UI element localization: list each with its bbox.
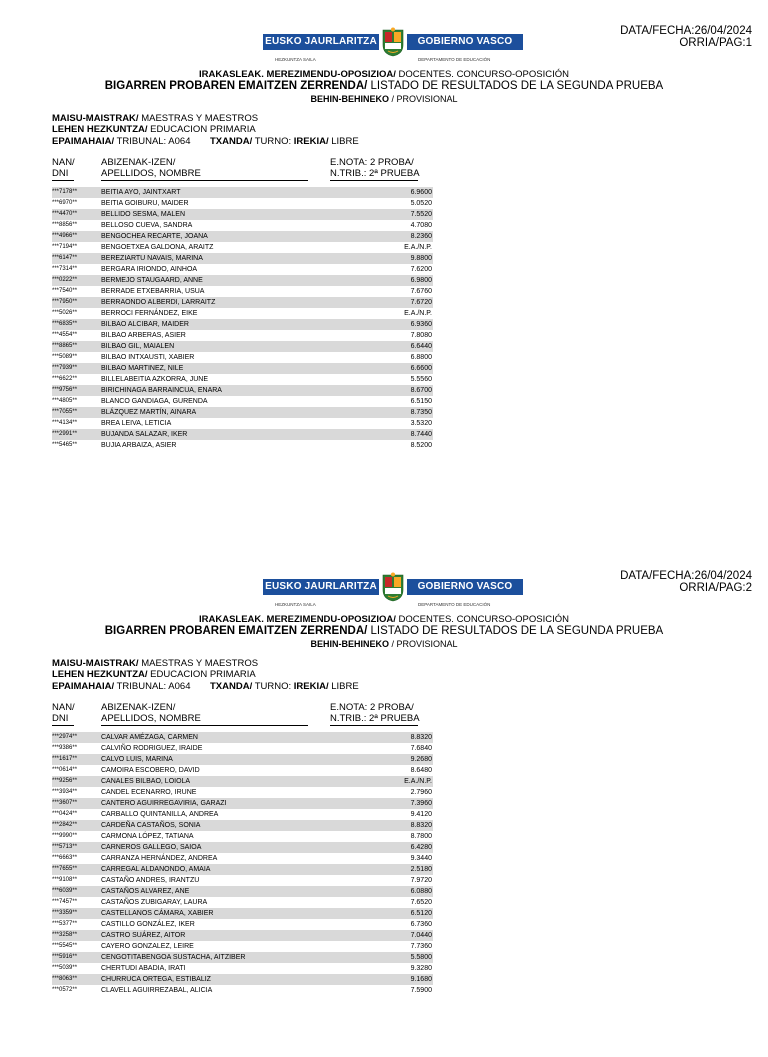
candidate-score: 7.6760: [410, 288, 432, 295]
table-row: [52, 809, 433, 820]
candidate-score: 6.9600: [410, 189, 432, 196]
candidate-dni: ***5713**: [52, 844, 78, 850]
column-header-name: [101, 157, 201, 179]
divider: [101, 180, 308, 181]
meta-specialty-rest: MAESTRAS Y MAESTROS: [138, 113, 259, 124]
candidate-name: CASTILLO GONZÁLEZ, IKER: [101, 921, 195, 928]
heading-status-rest: / PROVISIONAL: [388, 94, 458, 104]
candidate-name: CARDEÑA CASTAÑOS, SONIA: [101, 822, 201, 829]
candidate-dni: ***7540**: [52, 288, 78, 294]
candidate-dni: ***6835**: [52, 321, 78, 327]
candidate-name: BILBAO GIL, MAIALEN: [101, 343, 175, 350]
meta-turn-rest: LIBRE: [328, 681, 359, 692]
candidate-name: BENGOCHEA RECARTE, JOANA: [101, 233, 208, 240]
candidate-name: BEREZIARTU NAVAIS, MARINA: [101, 255, 203, 262]
candidate-score: 4.7080: [410, 222, 432, 229]
table-row: [52, 418, 433, 429]
candidate-name: BERRAONDO ALBERDI, LARRAITZ: [101, 299, 216, 306]
table-row: [52, 798, 433, 809]
meta-turn-bold2: IREKIA/: [293, 136, 329, 147]
candidate-score: 7.0440: [410, 932, 432, 939]
candidate-score: 8.7440: [410, 431, 432, 438]
meta-turn-mid: TURNO:: [252, 681, 294, 692]
column-header-name: [101, 702, 201, 724]
meta-turn-mid: TURNO:: [252, 136, 294, 147]
column-header-score-line1: E.NOTA: 2 PROBA/: [330, 157, 414, 168]
candidate-dni: ***5465**: [52, 442, 78, 448]
report-page-1: [0, 0, 768, 512]
candidate-score: 7.6520: [410, 899, 432, 906]
heading-exam: [0, 614, 768, 625]
candidate-dni: ***8856**: [52, 222, 78, 228]
divider: [101, 725, 308, 726]
table-row: [52, 765, 433, 776]
page-number: ORRIA/PAG:2: [679, 582, 752, 594]
candidate-score: 9.1680: [410, 976, 432, 983]
candidate-score: 7.6200: [410, 266, 432, 273]
table-row: [52, 187, 433, 198]
candidate-name: CARRANZA HERNÁNDEZ, ANDREA: [101, 855, 218, 862]
candidate-dni: ***3934**: [52, 789, 78, 795]
table-row: [52, 930, 433, 941]
candidate-dni: ***8063**: [52, 976, 78, 982]
candidate-dni: ***2842**: [52, 822, 78, 828]
column-header-dni: [52, 702, 75, 724]
candidate-name: CARNEROS GALLEGO, SAIOA: [101, 844, 202, 851]
candidate-score: 7.5520: [410, 211, 432, 218]
meta-level-rest: EDUCACION PRIMARIA: [147, 669, 256, 680]
candidate-score: 7.6840: [410, 745, 432, 752]
table-row: [52, 974, 433, 985]
candidate-dni: ***7457**: [52, 899, 78, 905]
candidate-score: 2.5180: [410, 866, 432, 873]
candidate-name: CAMOIRA ESCOBERO, DAVID: [101, 767, 200, 774]
meta-specialty: [52, 658, 258, 670]
candidate-score: 8.5200: [410, 442, 432, 449]
table-row: [52, 875, 433, 886]
date-page-block: [620, 25, 752, 49]
table-row: [52, 308, 433, 319]
column-header-dni-line2: DNI: [52, 713, 69, 724]
column-header-dni-line1: NAN/: [52, 702, 75, 713]
meta-level-bold: LEHEN HEZKUNTZA/: [52, 124, 148, 135]
meta-tribunal-rest: TRIBUNAL: A064: [114, 681, 191, 692]
logo-right-text: GOBIERNO VASCO: [407, 579, 523, 595]
candidate-dni: ***9108**: [52, 877, 78, 883]
table-row: [52, 919, 433, 930]
candidate-score: 7.9720: [410, 877, 432, 884]
divider: [330, 180, 418, 181]
column-header-score: [330, 157, 420, 179]
candidate-name: BELLIDO SESMA, MALEN: [101, 211, 186, 218]
table-row: [52, 886, 433, 897]
candidate-name: BEITIA AYO, JAINTXART: [101, 189, 181, 196]
candidate-name: CASTAÑOS ALVAREZ, ANE: [101, 888, 190, 895]
logo-sub-left: HEZKUNTZA SAILA: [275, 602, 316, 607]
candidate-name: BENGOETXEA GALDONA, ARAITZ: [101, 244, 214, 251]
candidate-dni: ***4554**: [52, 332, 78, 338]
table-row: [52, 385, 433, 396]
candidate-name: CANDEL ECENARRO, IRUNE: [101, 789, 197, 796]
table-row: [52, 198, 433, 209]
heading-exam: [0, 69, 768, 80]
table-row: [52, 374, 433, 385]
candidate-dni: ***6147**: [52, 255, 78, 261]
date-label: DATA/FECHA:26/04/2024: [620, 570, 752, 582]
candidate-dni: ***5039**: [52, 965, 78, 971]
column-header-name-line2: APELLIDOS, NOMBRE: [101, 168, 201, 179]
table-row: [52, 297, 433, 308]
table-row: [52, 363, 433, 374]
candidate-dni: ***5026**: [52, 310, 78, 316]
candidate-score: 7.8080: [410, 332, 432, 339]
heading-exam-bold: IRAKASLEAK. MEREZIMENDU-OPOSIZIOA/: [199, 69, 396, 80]
candidate-dni: ***0614**: [52, 767, 78, 773]
page-number: ORRIA/PAG:1: [679, 37, 752, 49]
candidate-score: 9.8800: [410, 255, 432, 262]
table-row: [52, 352, 433, 363]
candidate-name: CENGOTITABENGOA SUSTACHA, AITZIBER: [101, 954, 246, 961]
heading-exam-bold: IRAKASLEAK. MEREZIMENDU-OPOSIZIOA/: [199, 614, 396, 625]
heading-exam-rest: DOCENTES. CONCURSO-OPOSICIÓN: [395, 69, 569, 80]
candidate-score: 2.7960: [410, 789, 432, 796]
candidate-dni: ***5377**: [52, 921, 78, 927]
candidate-name: BERRADE ETXEBARRIA, USUA: [101, 288, 205, 295]
candidate-score: 8.8320: [410, 822, 432, 829]
heading-title-rest: LISTADO DE RESULTADOS DE LA SEGUNDA PRUEBA: [367, 80, 664, 92]
candidate-dni: ***4966**: [52, 233, 78, 239]
candidate-score: 8.6480: [410, 767, 432, 774]
table-row: [52, 242, 433, 253]
candidate-dni: ***1617**: [52, 756, 78, 762]
table-row: [52, 220, 433, 231]
candidate-dni: ***0572**: [52, 987, 78, 993]
meta-tribunal: [52, 136, 359, 148]
logo-right-text: GOBIERNO VASCO: [407, 34, 523, 50]
divider: [52, 180, 74, 181]
heading-title-bold: BIGARREN PROBAREN EMAITZEN ZERRENDA/: [104, 625, 368, 637]
table-row: [52, 319, 433, 330]
table-row: [52, 952, 433, 963]
candidate-score: 6.4280: [410, 844, 432, 851]
table-row: [52, 732, 433, 743]
candidate-dni: ***7939**: [52, 365, 78, 371]
candidate-score: 7.3960: [410, 800, 432, 807]
column-header-score-line2: N.TRIB.: 2ª PRUEBA: [330, 713, 420, 724]
table-row: [52, 440, 433, 451]
table-row: [52, 985, 433, 996]
table-row: [52, 897, 433, 908]
table-row: [52, 330, 433, 341]
heading-status: [0, 639, 768, 649]
meta-level-rest: EDUCACION PRIMARIA: [147, 124, 256, 135]
candidate-name: CALVO LUIS, MARINA: [101, 756, 173, 763]
results-table: [52, 732, 433, 996]
meta-specialty-bold: MAISU-MAISTRAK/: [52, 113, 139, 124]
candidate-name: BUJIA ARBAIZA, ASIER: [101, 442, 177, 449]
basque-government-logo: [263, 27, 523, 63]
candidate-name: BLÁZQUEZ MARTÍN, AINARA: [101, 409, 197, 416]
column-header-name-line2: APELLIDOS, NOMBRE: [101, 713, 201, 724]
column-header-score: [330, 702, 420, 724]
candidate-score: E.A./N.P.: [404, 310, 432, 317]
heading-title: [0, 625, 768, 637]
candidate-score: 6.7360: [410, 921, 432, 928]
column-header-name-line1: ABIZENAK-IZEN/: [101, 702, 176, 713]
candidate-score: 9.3440: [410, 855, 432, 862]
logo-sub-left: HEZKUNTZA SAILA: [275, 57, 316, 62]
candidate-score: 9.2680: [410, 756, 432, 763]
table-row: [52, 787, 433, 798]
candidate-score: E.A./N.P.: [404, 244, 432, 251]
candidate-score: 8.7350: [410, 409, 432, 416]
candidate-name: CASTRO SUÁREZ, AITOR: [101, 932, 186, 939]
candidate-name: CALVIÑO RODRIGUEZ, IRAIDE: [101, 745, 203, 752]
table-row: [52, 842, 433, 853]
candidate-score: 3.5320: [410, 420, 432, 427]
candidate-name: CARREGAL ALDANONDO, AMAIA: [101, 866, 211, 873]
coat-of-arms-icon: [380, 572, 406, 602]
meta-turn-bold1: TXANDA/: [210, 681, 253, 692]
divider: [52, 725, 74, 726]
candidate-name: BILBAO ALCIBAR, MAIDER: [101, 321, 189, 328]
candidate-dni: ***9990**: [52, 833, 78, 839]
heading-status-rest: / PROVISIONAL: [388, 639, 458, 649]
heading-title-bold: BIGARREN PROBAREN EMAITZEN ZERRENDA/: [104, 80, 368, 92]
table-row: [52, 754, 433, 765]
candidate-score: 8.7800: [410, 833, 432, 840]
date-page-block: [620, 570, 752, 594]
candidate-name: BREA LEIVA, LETICIA: [101, 420, 172, 427]
candidate-dni: ***7950**: [52, 299, 78, 305]
candidate-score: 6.9360: [410, 321, 432, 328]
meta-specialty-rest: MAESTRAS Y MAESTROS: [138, 658, 259, 669]
table-row: [52, 963, 433, 974]
logo-left-text: EUSKO JAURLARITZA: [263, 34, 379, 50]
candidate-name: BERMEJO STAUGAARD, ANNE: [101, 277, 203, 284]
heading-status-bold: BEHIN-BEHINEKO: [310, 94, 389, 104]
candidate-name: CANALES BILBAO, LOIOLA: [101, 778, 191, 785]
candidate-score: 6.9800: [410, 277, 432, 284]
candidate-score: 5.5800: [410, 954, 432, 961]
meta-level: [52, 669, 256, 681]
heading-title: [0, 80, 768, 92]
meta-tribunal-bold: EPAIMAHAIA/: [52, 136, 115, 147]
candidate-score: 6.6440: [410, 343, 432, 350]
candidate-dni: ***5545**: [52, 943, 78, 949]
column-header-name-line1: ABIZENAK-IZEN/: [101, 157, 176, 168]
table-row: [52, 864, 433, 875]
candidate-score: 6.0880: [410, 888, 432, 895]
candidate-dni: ***7314**: [52, 266, 78, 272]
candidate-name: CAYERO GONZALEZ, LEIRE: [101, 943, 194, 950]
candidate-dni: ***7655**: [52, 866, 78, 872]
report-page-2: [0, 545, 768, 1057]
candidate-score: 6.6600: [410, 365, 432, 372]
candidate-dni: ***6970**: [52, 200, 78, 206]
candidate-score: 5.5560: [410, 376, 432, 383]
candidate-name: BELLOSO CUEVA, SANDRA: [101, 222, 193, 229]
table-row: [52, 264, 433, 275]
table-row: [52, 341, 433, 352]
candidate-dni: ***5089**: [52, 354, 78, 360]
table-row: [52, 429, 433, 440]
table-row: [52, 209, 433, 220]
candidate-dni: ***7178**: [52, 189, 78, 195]
table-row: [52, 407, 433, 418]
candidate-name: CASTELLANOS CÁMARA, XABIER: [101, 910, 214, 917]
table-row: [52, 853, 433, 864]
candidate-name: CARBALLO QUINTANILLA, ANDREA: [101, 811, 219, 818]
candidate-name: BILBAO INTXAUSTI, XABIER: [101, 354, 195, 361]
candidate-score: 8.6700: [410, 387, 432, 394]
results-table: [52, 187, 433, 451]
table-row: [52, 396, 433, 407]
candidate-name: CASTAÑO ANDRES, IRANTZU: [101, 877, 200, 884]
coat-of-arms-icon: [380, 27, 406, 57]
candidate-name: BIRICHINAGA BARRAINCUA, ENARA: [101, 387, 222, 394]
meta-level: [52, 124, 256, 136]
logo-sub-right: DEPARTAMENTO DE EDUCACIÓN: [418, 602, 491, 607]
candidate-dni: ***7055**: [52, 409, 78, 415]
candidate-score: 8.2360: [410, 233, 432, 240]
meta-specialty: [52, 113, 258, 125]
meta-tribunal-rest: TRIBUNAL: A064: [114, 136, 191, 147]
basque-government-logo: [263, 572, 523, 608]
heading-status: [0, 94, 768, 104]
candidate-dni: ***3607**: [52, 800, 78, 806]
table-row: [52, 941, 433, 952]
column-header-dni-line2: DNI: [52, 168, 69, 179]
meta-level-bold: LEHEN HEZKUNTZA/: [52, 669, 148, 680]
meta-specialty-bold: MAISU-MAISTRAK/: [52, 658, 139, 669]
meta-turn: [210, 136, 359, 148]
candidate-score: 6.5120: [410, 910, 432, 917]
candidate-dni: ***3359**: [52, 910, 78, 916]
candidate-name: CALVAR AMÉZAGA, CARMEN: [101, 734, 198, 741]
candidate-name: BILBAO MARTINEZ, NILE: [101, 365, 184, 372]
table-row: [52, 776, 433, 787]
column-header-dni: [52, 157, 75, 179]
candidate-score: 7.6720: [410, 299, 432, 306]
candidate-dni: ***2974**: [52, 734, 78, 740]
candidate-score: 9.4120: [410, 811, 432, 818]
meta-tribunal-bold: EPAIMAHAIA/: [52, 681, 115, 692]
table-row: [52, 231, 433, 242]
candidate-dni: ***9756**: [52, 387, 78, 393]
candidate-score: 9.3280: [410, 965, 432, 972]
candidate-name: CLAVELL AGUIRREZABAL, ALICIA: [101, 987, 213, 994]
table-row: [52, 743, 433, 754]
candidate-score: E.A./N.P.: [404, 778, 432, 785]
column-header-score-line1: E.NOTA: 2 PROBA/: [330, 702, 414, 713]
divider: [330, 725, 418, 726]
heading-status-bold: BEHIN-BEHINEKO: [310, 639, 389, 649]
heading-title-rest: LISTADO DE RESULTADOS DE LA SEGUNDA PRUEBA: [367, 625, 664, 637]
candidate-dni: ***7194**: [52, 244, 78, 250]
candidate-name: BILLELABEITIA AZKORRA, JUNE: [101, 376, 208, 383]
logo-sub-right: DEPARTAMENTO DE EDUCACIÓN: [418, 57, 491, 62]
meta-turn-bold1: TXANDA/: [210, 136, 253, 147]
candidate-name: CHERTUDI ABADIA, IRATI: [101, 965, 186, 972]
meta-turn-rest: LIBRE: [328, 136, 359, 147]
candidate-dni: ***5916**: [52, 954, 78, 960]
table-row: [52, 908, 433, 919]
column-header-dni-line1: NAN/: [52, 157, 75, 168]
logo-left-text: EUSKO JAURLARITZA: [263, 579, 379, 595]
candidate-dni: ***4134**: [52, 420, 78, 426]
candidate-dni: ***9386**: [52, 745, 78, 751]
candidate-name: CANTERO AGUIRREGAVIRIA, GARAZI: [101, 800, 227, 807]
candidate-dni: ***4805**: [52, 398, 78, 404]
candidate-name: BEITIA GOIBURU, MAIDER: [101, 200, 189, 207]
candidate-name: BUJANDA SALAZAR, IKER: [101, 431, 188, 438]
candidate-dni: ***6663**: [52, 855, 78, 861]
table-row: [52, 820, 433, 831]
candidate-score: 6.8800: [410, 354, 432, 361]
candidate-dni: ***2991**: [52, 431, 78, 437]
candidate-dni: ***3258**: [52, 932, 78, 938]
candidate-score: 5.0520: [410, 200, 432, 207]
meta-turn-bold2: IREKIA/: [293, 681, 329, 692]
candidate-dni: ***8865**: [52, 343, 78, 349]
candidate-name: CASTAÑOS ZUBIGARAY, LAURA: [101, 899, 208, 906]
candidate-name: CHURRUCA ORTEGA, ESTIBALIZ: [101, 976, 211, 983]
candidate-dni: ***4470**: [52, 211, 78, 217]
candidate-dni: ***6622**: [52, 376, 78, 382]
candidate-score: 7.5900: [410, 987, 432, 994]
candidate-score: 6.5150: [410, 398, 432, 405]
candidate-score: 8.8320: [410, 734, 432, 741]
date-label: DATA/FECHA:26/04/2024: [620, 25, 752, 37]
heading-exam-rest: DOCENTES. CONCURSO-OPOSICIÓN: [395, 614, 569, 625]
candidate-dni: ***0222**: [52, 277, 78, 283]
table-row: [52, 275, 433, 286]
table-row: [52, 286, 433, 297]
candidate-name: BERGARA IRIONDO, AINHOA: [101, 266, 198, 273]
candidate-name: BILBAO ARBERAS, ASIER: [101, 332, 186, 339]
column-header-score-line2: N.TRIB.: 2ª PRUEBA: [330, 168, 420, 179]
candidate-dni: ***0424**: [52, 811, 78, 817]
candidate-name: BLANCO GANDIAGA, GURENDA: [101, 398, 208, 405]
table-row: [52, 253, 433, 264]
candidate-score: 7.7360: [410, 943, 432, 950]
meta-turn: [210, 681, 359, 693]
candidate-dni: ***6039**: [52, 888, 78, 894]
candidate-name: CARMONA LÓPEZ, TATIANA: [101, 833, 194, 840]
meta-tribunal: [52, 681, 359, 693]
candidate-name: BERROCI FERNÁNDEZ, EIKE: [101, 310, 198, 317]
table-row: [52, 831, 433, 842]
candidate-dni: ***9256**: [52, 778, 78, 784]
